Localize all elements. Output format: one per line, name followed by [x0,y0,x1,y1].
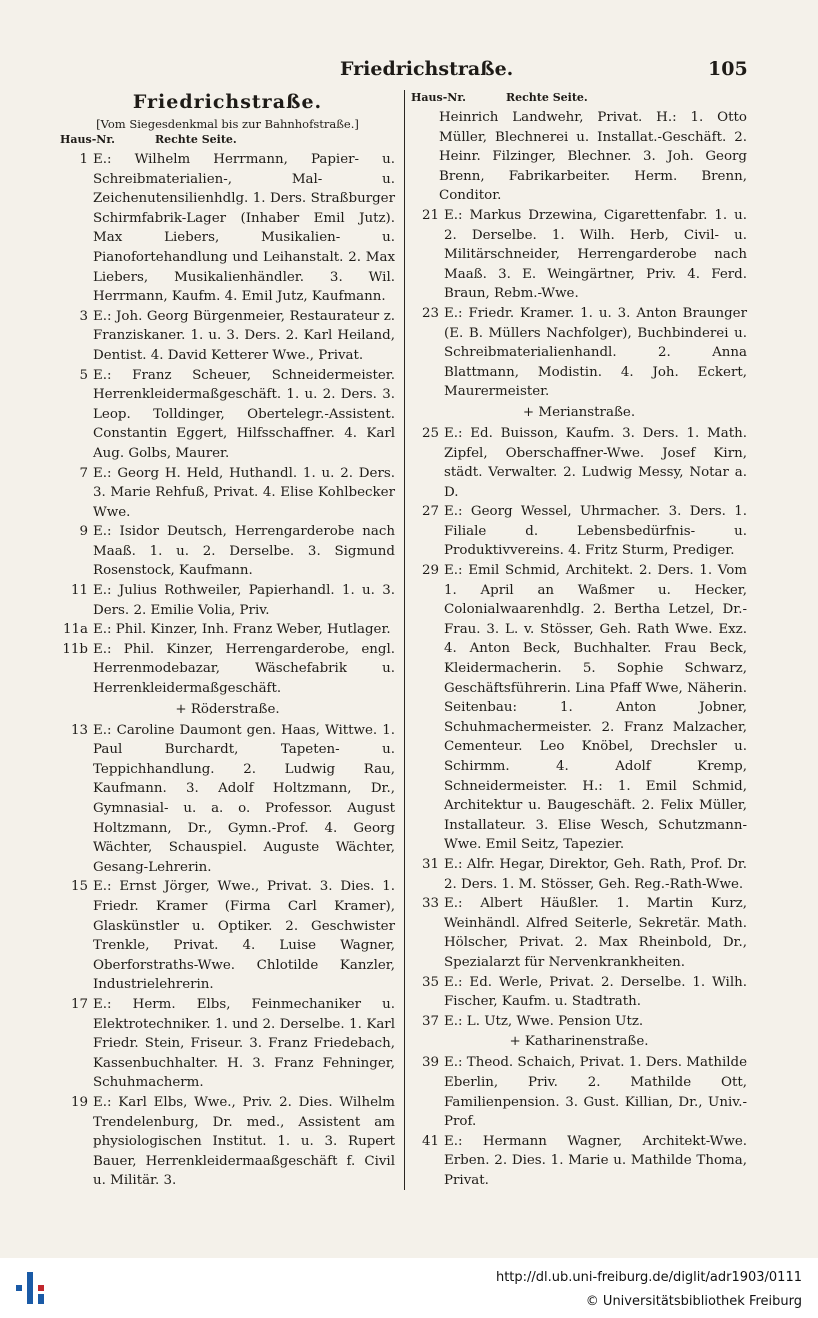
entry-text: E.: Georg Wessel, Uhrmacher. 3. Ders. 1. Filiale d. Lebensbedürfnis- u. Produktivvereins. 4. Fritz Sturm, Prediger. [444,504,747,559]
entry-list [411,424,747,1031]
address-entry [411,973,747,1012]
address-entry [411,1053,747,1131]
colhead-side: Rechte Seite. [154,133,237,146]
address-entry [60,995,395,1093]
copyright-notice: © Universitätsbibliothek Freiburg [585,1294,802,1309]
house-number: 11b [62,641,88,657]
right-column [404,90,747,1190]
continued-entry: Heinrich Landwehr, Privat. H.: 1. Otto Müller, Blechnerei u. Installat.-Geschäft. 2. Heinr. Filzinger, Blechner. 3. Joh. Georg Brenn, Fabrikarbeiter. Herm. Brenn, Conditor. [439,110,747,204]
section-title: Friedrichstraße. [132,91,323,113]
section-subtitle: [Vom Siegesdenkmal bis zur Bahnhofstraße.] [96,117,359,131]
address-entry [411,206,747,304]
house-number: 41 [421,1133,439,1149]
entry-text: E.: Wilhelm Herrmann, Papier- u. Schreibmaterialien-, Mal- u. Zeichenutensilienhdlg. 1. Ders. Straßburger Schirmfabrik-Lager (Inhaber Emil Jutz). Max Liebers, Musikalien- u. Pianofortehandlung und Leihanstalt. 2. Max Liebers, Musikalienhändler. 3. Wil. Herrmann, Kaufm. 4. Emil Jutz, Kaufmann. [93,152,395,305]
entry-text: E.: Theod. Schaich, Privat. 1. Ders. Mathilde Eberlin, Priv. 2. Mathilde Ott, Familienpension. 3. Gust. Killian, Dr., Univ.-Prof. [444,1055,748,1130]
entry-text: E.: Markus Drzewina, Cigarettenfabr. 1. u. 2. Derselbe. 1. Wilh. Herb, Civil- u. Militärschneider, Herrengarderobe nach Maaß. 3. E. Weingärtner, Priv. 4. Ferd. Braun, Rebm.-Wwe. [444,207,747,302]
column-header [411,90,747,106]
address-entry [411,561,747,855]
entry-list [60,721,395,1191]
house-number: 35 [421,974,439,990]
house-number: 5 [79,367,88,383]
address-entry [60,307,395,366]
cross-street-label: + Röderstraße. [175,701,280,717]
house-number: 27 [421,504,439,520]
entry-text: E.: Phil. Kinzer, Inh. Franz Weber, Hutlager. [93,622,391,638]
entry-text: E.: Karl Elbs, Wwe., Priv. 2. Dies. Wilhelm Trendelenburg, Dr. med., Assistent am physiologischen Institut. 1. u. 3. Rupert Bauer, Herrenkleidermaaßgeschäft f. Civil u. Militär. 3. [93,1094,395,1189]
address-entry [60,366,395,464]
entry-list [411,206,747,402]
address-entry [60,150,395,307]
entry-text: E.: Albert Häußler. 1. Martin Kurz, Weinhändl. Alfred Seiterle, Sekretär. Math. Hölscher, Privat. 2. Max Rheinbold, Dr., Spezialarzt für Nervenkrankheiten. [444,896,747,970]
address-entry [411,502,747,561]
house-number: 37 [421,1013,439,1029]
entry-text: E.: Julius Rothweiler, Papierhandl. 1. u. 3. Ders. 2. Emilie Volia, Priv. [93,583,395,618]
house-number: 21 [421,207,439,223]
house-number: 25 [421,425,439,441]
left-column [60,90,395,1191]
address-entry [60,721,395,878]
colhead-house-number: Haus-Nr. [60,133,115,146]
entry-text: E.: Isidor Deutsch, Herrengarderobe nach Maaß. 1. u. 2. Derselbe. 3. Sigmund Rosenstock, Kaufmann. [93,524,395,579]
address-entry [411,1012,747,1032]
address-entry [411,424,747,502]
house-number: 9 [79,524,88,540]
address-entry [411,894,747,972]
entry-text: E.: Caroline Daumont gen. Haas, Wittwe. 1. Paul Burchardt, Tapeten- u. Teppichhandlung. 2. Ludwig Rau, Kaufmann. 3. Adolf Holtzmann, Dr., Gymnasial- u. a. o. Professor. August Holtzmann, Dr., Gymn.-Prof. 4. Georg Wächter, Schauspiel. Auguste Wächter, Gesang-Lehrerin. [93,722,395,875]
address-entry [60,581,395,620]
entry-list [60,150,395,699]
house-number: 31 [421,856,439,872]
house-number: 13 [70,722,88,738]
house-number: 15 [70,879,88,895]
column-header [60,132,395,148]
address-entry [60,522,395,581]
house-number: 33 [421,896,439,912]
address-entry [60,464,395,523]
house-number: 19 [70,1094,88,1110]
entry-text: E.: Ernst Jörger, Wwe., Privat. 3. Dies. 1. Friedr. Kramer (Firma Carl Kramer), Glaskünstler u. Optiker. 2. Geschwister Trenkle, Privat. 4. Luise Wagner, Oberforstraths-Wwe. Chlotilde Kanzler, Industrielehrerin. [93,879,395,993]
entry-text: E.: Herm. Elbs, Feinmechaniker u. Elektrotechniker. 1. und 2. Derselbe. 1. Karl Friedr. Stein, Friseur. 3. Franz Friedebach, Kassenbuchhalter. H. 3. Franz Fehninger, Schuhmacherm. [93,996,395,1091]
house-number: 17 [70,996,88,1012]
house-number: 29 [421,563,439,579]
page-number: 105 [708,58,748,80]
address-entry [411,1132,747,1191]
cross-street-label: + Katharinenstraße. [509,1034,649,1050]
library-logo-icon [12,1268,52,1308]
entry-text: E.: Alfr. Hegar, Direktor, Geh. Rath, Prof. Dr. 2. Ders. 1. M. Stösser, Geh. Reg.-Rath-Wwe. [444,856,747,892]
address-entry [60,620,395,640]
entry-text: E.: Phil. Kinzer, Herrengarderobe, engl. Herrenmodebazar, Wäschefabrik u. Herrenkleidermaßgeschäft. [93,641,395,697]
viewer-footer [0,1258,818,1318]
entry-list [411,1053,747,1190]
entry-text: E.: Ed. Werle, Privat. 2. Derselbe. 1. Wilh. Fischer, Kaufm. u. Stadtrath. [444,974,747,1010]
house-number: 7 [79,465,88,481]
colhead-house-number: Haus-Nr. [411,91,466,104]
house-number: 11 [70,583,88,599]
address-entry [411,304,747,402]
address-entry [60,877,395,995]
address-entry [60,640,395,699]
address-entry [411,855,747,894]
address-entry [60,1093,395,1191]
cross-street-label: + Merianstraße. [522,404,636,420]
entry-text: E.: Georg H. Held, Huthandl. 1. u. 2. Ders. 3. Marie Rehfuß, Privat. 4. Elise Kohlbecker Wwe. [93,465,395,520]
entry-text: E.: Ed. Buisson, Kaufm. 3. Ders. 1. Math. Zipfel, Oberschaffner-Wwe. Josef Kirn, städt. Verwalter. 2. Ludwig Messy, Notar a. D. [444,425,747,500]
entry-text: E.: Joh. Georg Bürgenmeier, Restaurateur z. Franziskaner. 1. u. 3. Ders. 2. Karl Heiland, Dentist. 4. David Ketterer Wwe., Privat. [93,308,395,363]
house-number: 3 [79,308,88,324]
permalink-link[interactable]: http://dl.ub.uni-freiburg.de/diglit/adr1903/0111 [495,1270,802,1285]
entry-text: E.: Emil Schmid, Architekt. 2. Ders. 1. Vom 1. April an Waßmer u. Hecker, Colonialwaarenhdlg. 2. Bertha Letzel, Dr.-Frau. 3. L. v. Stösser, Geh. Rath Wwe. Exz. 4. Anton Beck, Buchhalter. Frau Beck, Kleidermacherin. 5. Sophie Schwarz, Geschäftsführerin. Lina Pfaff Wwe, Näherin. Seitenbau: 1. Anton Jobner, Schuhmachermeister. 2. Franz Malzacher, Cementeur. Leo Knöbel, Drechsler u. Schirmm. 4. Adolf Kremp, Schneidermeister. H.: 1. Emil Schmid, Architektur u. Baugeschäft. 2. Felix Müller, Installateur. 3. Elise Wesch, Schutzmann-Wwe. Emil Seitz, Tapezier. [444,563,747,853]
colhead-side: Rechte Seite. [505,91,588,104]
entry-text: E.: L. Utz, Wwe. Pension Utz. [444,1013,644,1029]
house-number: 39 [421,1055,439,1071]
house-number: 23 [421,305,439,321]
running-head: Friedrichstraße. [340,58,514,80]
entry-text: E.: Franz Scheuer, Schneidermeister. Herrenkleidermaßgeschäft. 1. u. 2. Ders. 3. Leop. Tolldinger, Obertelegr.-Assistent. Constantin Eggert, Hilfsschaffner. 4. Karl Aug. Golbs, Maurer. [93,367,395,461]
entry-text: E.: Friedr. Kramer. 1. u. 3. Anton Braunger (E. B. Müllers Nachfolger), Buchbinderei u. Schreibmaterialienhandl. 2. Anna Blattmann, Modistin. 4. Joh. Eckert, Maurermeister. [444,305,747,400]
entry-text: E.: Hermann Wagner, Architekt-Wwe. Erben. 2. Dies. 1. Marie u. Mathilde Thoma, Privat. [444,1133,747,1188]
house-number: 11a [62,622,88,638]
house-number: 1 [79,152,88,167]
